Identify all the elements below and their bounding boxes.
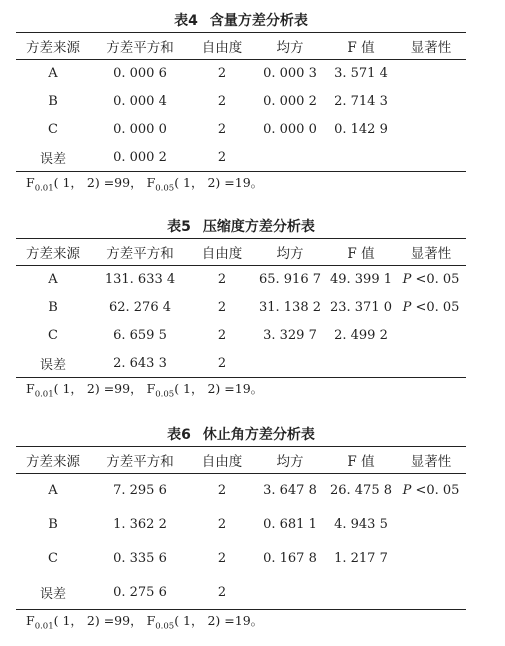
table-caption — [16, 216, 466, 238]
p-symbol: P — [402, 300, 412, 315]
cell-source: A — [48, 66, 58, 82]
cell-ms: 65. 916 7 — [258, 272, 322, 288]
cell-sig: P <0. 05 — [402, 483, 460, 499]
anova-table — [16, 238, 466, 378]
col-header-df: 自由度 — [190, 33, 254, 60]
col-header-ss: 方差平方和 — [90, 33, 190, 60]
table-row — [16, 144, 466, 172]
note-text: ( 1， 2) =99， — [53, 381, 143, 396]
note-f-symbol: F — [146, 175, 156, 190]
cell-sig — [396, 508, 466, 542]
table-caption — [16, 424, 466, 446]
cell-source: 误差 — [16, 350, 90, 378]
cell-source: C — [48, 122, 58, 137]
cell-f: 49. 399 1 — [329, 272, 393, 288]
col-header-sig: 显著性 — [396, 239, 466, 266]
p-symbol: P — [402, 483, 412, 499]
note-f-symbol: F — [146, 381, 156, 396]
cell-df: 2 — [217, 272, 227, 288]
table-row — [16, 88, 466, 116]
table-footnote — [16, 172, 466, 194]
table-caption — [16, 10, 466, 32]
note-f-symbol: F — [146, 613, 156, 628]
cell-df: 2 — [217, 300, 227, 315]
cell-ms: 31. 138 2 — [258, 300, 322, 315]
cell-f — [326, 576, 396, 610]
cell-source: A — [48, 483, 58, 499]
note-text: ( 1， 2) =19。 — [174, 175, 264, 190]
cell-sig: P <0. 05 — [402, 272, 460, 288]
note-subscript: 0.05 — [155, 621, 175, 632]
cell-sig — [396, 116, 466, 144]
col-header-df: 自由度 — [190, 447, 254, 474]
cell-sig: P <0. 05 — [402, 300, 460, 315]
cell-df: 2 — [217, 517, 227, 532]
cell-ss: 0. 275 6 — [90, 576, 190, 610]
note-text: ( 1， 2) =99， — [53, 175, 143, 190]
caption-number: 表6 — [167, 427, 191, 443]
cell-f: 2. 499 2 — [334, 328, 388, 343]
table-row — [16, 474, 466, 508]
cell-ss: 62. 276 4 — [108, 300, 172, 315]
col-header-df: 自由度 — [190, 239, 254, 266]
cell-df: 2 — [217, 551, 227, 566]
cell-df: 2 — [217, 122, 227, 137]
cell-df: 2 — [190, 576, 254, 610]
table-row — [16, 60, 466, 88]
cell-ss: 0. 000 4 — [113, 94, 167, 109]
note-f-symbol: F — [26, 175, 35, 190]
cell-f — [326, 144, 396, 172]
note-subscript: 0.01 — [34, 621, 54, 632]
cell-df: 2 — [190, 144, 254, 172]
cell-ms — [254, 576, 326, 610]
col-header-ms: 均方 — [254, 447, 326, 474]
col-header-ss: 方差平方和 — [90, 447, 190, 474]
col-header-source: 方差来源 — [16, 33, 90, 60]
note-subscript: 0.01 — [34, 183, 54, 194]
note-f-symbol: F — [26, 613, 35, 628]
cell-f: 2. 714 3 — [334, 94, 388, 109]
cell-ms: 3. 647 8 — [263, 483, 317, 499]
cell-f: 3. 571 4 — [334, 66, 388, 82]
cell-ms: 0. 000 3 — [263, 66, 317, 82]
table-row — [16, 542, 466, 576]
cell-df: 2 — [217, 94, 227, 109]
note-text: ( 1， 2) =19。 — [174, 381, 264, 396]
table-row — [16, 266, 466, 294]
table-4-block — [16, 10, 466, 194]
note-subscript: 0.01 — [34, 389, 54, 400]
table-row — [16, 508, 466, 542]
table-6-block — [16, 424, 466, 632]
note-f-symbol: F — [26, 381, 35, 396]
cell-ss: 0. 335 6 — [113, 551, 167, 566]
col-header-source: 方差来源 — [16, 239, 90, 266]
cell-source: A — [48, 272, 58, 288]
cell-source: B — [48, 517, 58, 532]
cell-sig — [396, 542, 466, 576]
cell-ss: 2. 643 3 — [90, 350, 190, 378]
cell-ms — [254, 350, 326, 378]
cell-source: 误差 — [16, 576, 90, 610]
table-row — [16, 116, 466, 144]
col-header-ms: 均方 — [254, 33, 326, 60]
cell-f: 4. 943 5 — [334, 517, 388, 532]
cell-sig — [396, 576, 466, 610]
cell-f — [326, 350, 396, 378]
cell-ss: 7. 295 6 — [113, 483, 167, 499]
caption-title: 含量方差分析表 — [209, 13, 308, 29]
cell-df: 2 — [217, 66, 227, 82]
cell-sig — [396, 144, 466, 172]
cell-f: 23. 371 0 — [329, 300, 393, 315]
caption-title: 压缩度方差分析表 — [202, 219, 315, 235]
anova-table — [16, 446, 466, 610]
col-header-source: 方差来源 — [16, 447, 90, 474]
note-subscript: 0.05 — [155, 183, 175, 194]
note-text: ( 1， 2) =19。 — [174, 613, 264, 628]
header-row — [16, 239, 466, 266]
caption-number: 表5 — [167, 219, 191, 235]
cell-source: B — [48, 300, 58, 315]
cell-sig — [396, 60, 466, 88]
col-header-f: F 值 — [326, 239, 396, 266]
cell-df: 2 — [190, 350, 254, 378]
note-text: ( 1， 2) =99， — [53, 613, 143, 628]
cell-ss: 1. 362 2 — [113, 517, 167, 532]
header-row — [16, 33, 466, 60]
table-row — [16, 350, 466, 378]
cell-f: 26. 475 8 — [329, 483, 393, 499]
cell-sig — [396, 350, 466, 378]
cell-ss: 6. 659 5 — [113, 328, 167, 343]
cell-source: C — [48, 551, 58, 566]
col-header-f: F 值 — [326, 447, 396, 474]
caption-number: 表4 — [174, 13, 198, 29]
col-header-ss: 方差平方和 — [90, 239, 190, 266]
cell-ms: 0. 000 2 — [263, 94, 317, 109]
table-row — [16, 322, 466, 350]
col-header-ms: 均方 — [254, 239, 326, 266]
table-footnote — [16, 610, 466, 632]
col-header-sig: 显著性 — [396, 33, 466, 60]
cell-source: 误差 — [16, 144, 90, 172]
cell-df: 2 — [217, 328, 227, 343]
note-subscript: 0.05 — [155, 389, 175, 400]
table-row — [16, 576, 466, 610]
cell-ss: 131. 633 4 — [104, 272, 176, 288]
header-row — [16, 447, 466, 474]
table-row — [16, 294, 466, 322]
cell-sig — [396, 322, 466, 350]
cell-source: B — [48, 94, 58, 109]
cell-ss: 0. 000 0 — [113, 122, 167, 137]
cell-source: C — [48, 328, 58, 343]
cell-ms: 0. 681 1 — [263, 517, 317, 532]
cell-f: 1. 217 7 — [334, 551, 388, 566]
cell-sig — [396, 88, 466, 116]
col-header-sig: 显著性 — [396, 447, 466, 474]
cell-ss: 0. 000 6 — [113, 66, 167, 82]
table-footnote — [16, 378, 466, 400]
cell-df: 2 — [217, 483, 227, 499]
cell-ms: 0. 167 8 — [263, 551, 317, 566]
anova-table — [16, 32, 466, 172]
caption-title: 休止角方差分析表 — [202, 427, 315, 443]
col-header-f: F 值 — [326, 33, 396, 60]
cell-ms — [254, 144, 326, 172]
cell-ms: 3. 329 7 — [263, 328, 317, 343]
table-5-block — [16, 216, 466, 400]
cell-ms: 0. 000 0 — [263, 122, 317, 137]
cell-ss: 0. 000 2 — [90, 144, 190, 172]
cell-f: 0. 142 9 — [334, 122, 388, 137]
p-symbol: P — [402, 272, 412, 288]
